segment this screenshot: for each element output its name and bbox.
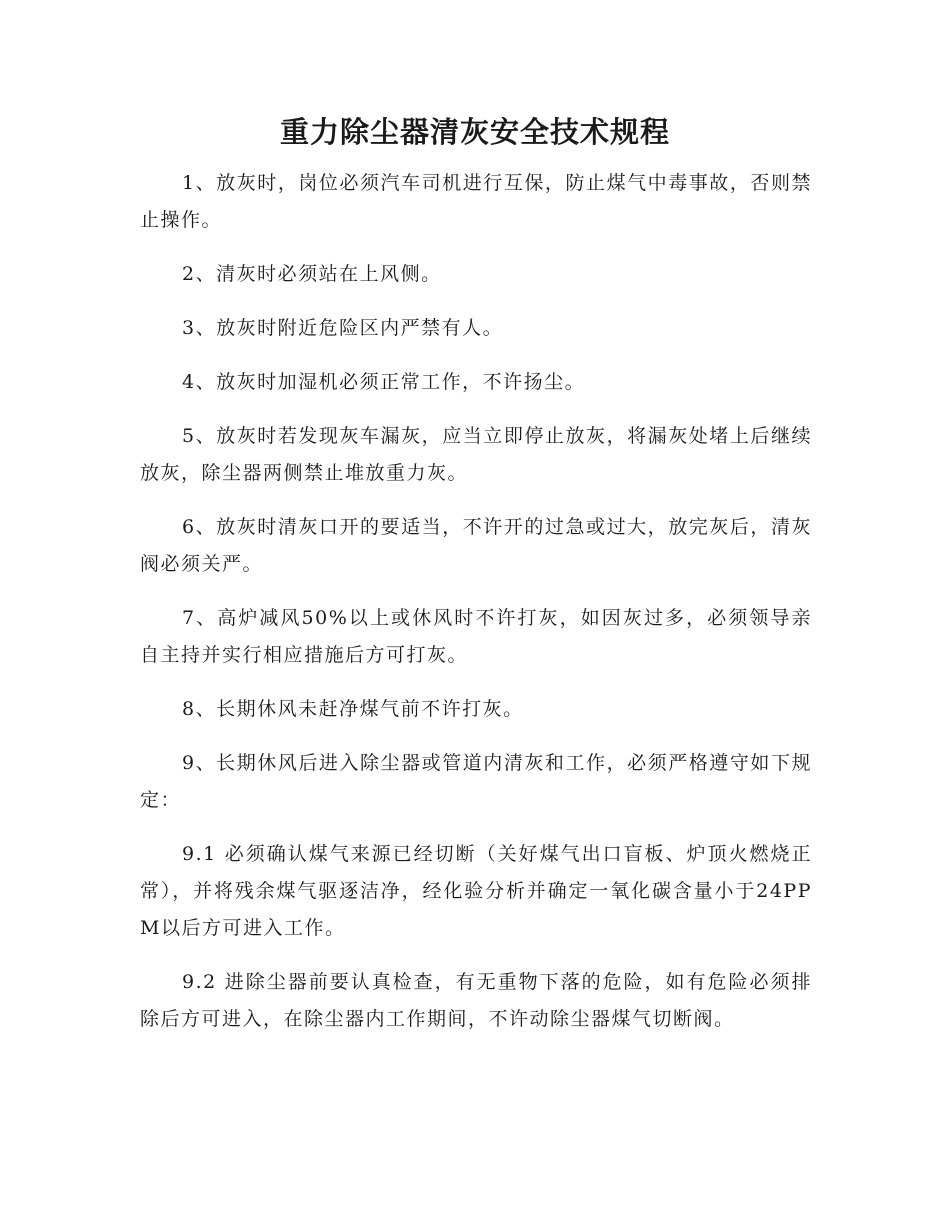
paragraph-1: 1、放灰时，岗位必须汽车司机进行互保，防止煤气中毒事故，否则禁止操作。	[140, 172, 812, 231]
paragraph-9-1: 9.1 必须确认煤气来源已经切断（关好煤气出口盲板、炉顶火燃烧正常），并将残余煤气驱逐洁净，经化验分析并确定一氧化碳含量小于24PPM以后方可进入工作。	[140, 843, 812, 939]
paragraph-7: 7、高炉减风50%以上或休风时不许打灰，如因灰过多，必须领导亲自主持并实行相应措施后方可打灰。	[140, 607, 812, 666]
paragraph-6: 6、放灰时清灰口开的要适当，不许开的过急或过大，放完灰后，清灰阀必须关严。	[140, 516, 812, 575]
paragraph-2: 2、清灰时必须站在上风侧。	[182, 263, 442, 285]
paragraph-9-2: 9.2 进除尘器前要认真检查，有无重物下落的危险，如有危险必须排除后方可进入，在除尘器内工作期间，不许动除尘器煤气切断阀。	[140, 971, 812, 1030]
paragraph-3: 3、放灰时附近危险区内严禁有人。	[182, 317, 504, 339]
paragraph-9: 9、长期休风后进入除尘器或管道内清灰和工作，必须严格遵守如下规定：	[140, 752, 812, 811]
document-body	[140, 165, 812, 1055]
paragraph-5: 5、放灰时若发现灰车漏灰，应当立即停止放灰，将漏灰处堵上后继续放灰，除尘器两侧禁止堆放重力灰。	[140, 425, 812, 484]
paragraph-4: 4、放灰时加湿机必须正常工作，不许扬尘。	[182, 371, 586, 393]
document-title: 重力除尘器清灰安全技术规程	[279, 115, 670, 149]
paragraph-8: 8、长期休风未赶净煤气前不许打灰。	[182, 698, 524, 720]
